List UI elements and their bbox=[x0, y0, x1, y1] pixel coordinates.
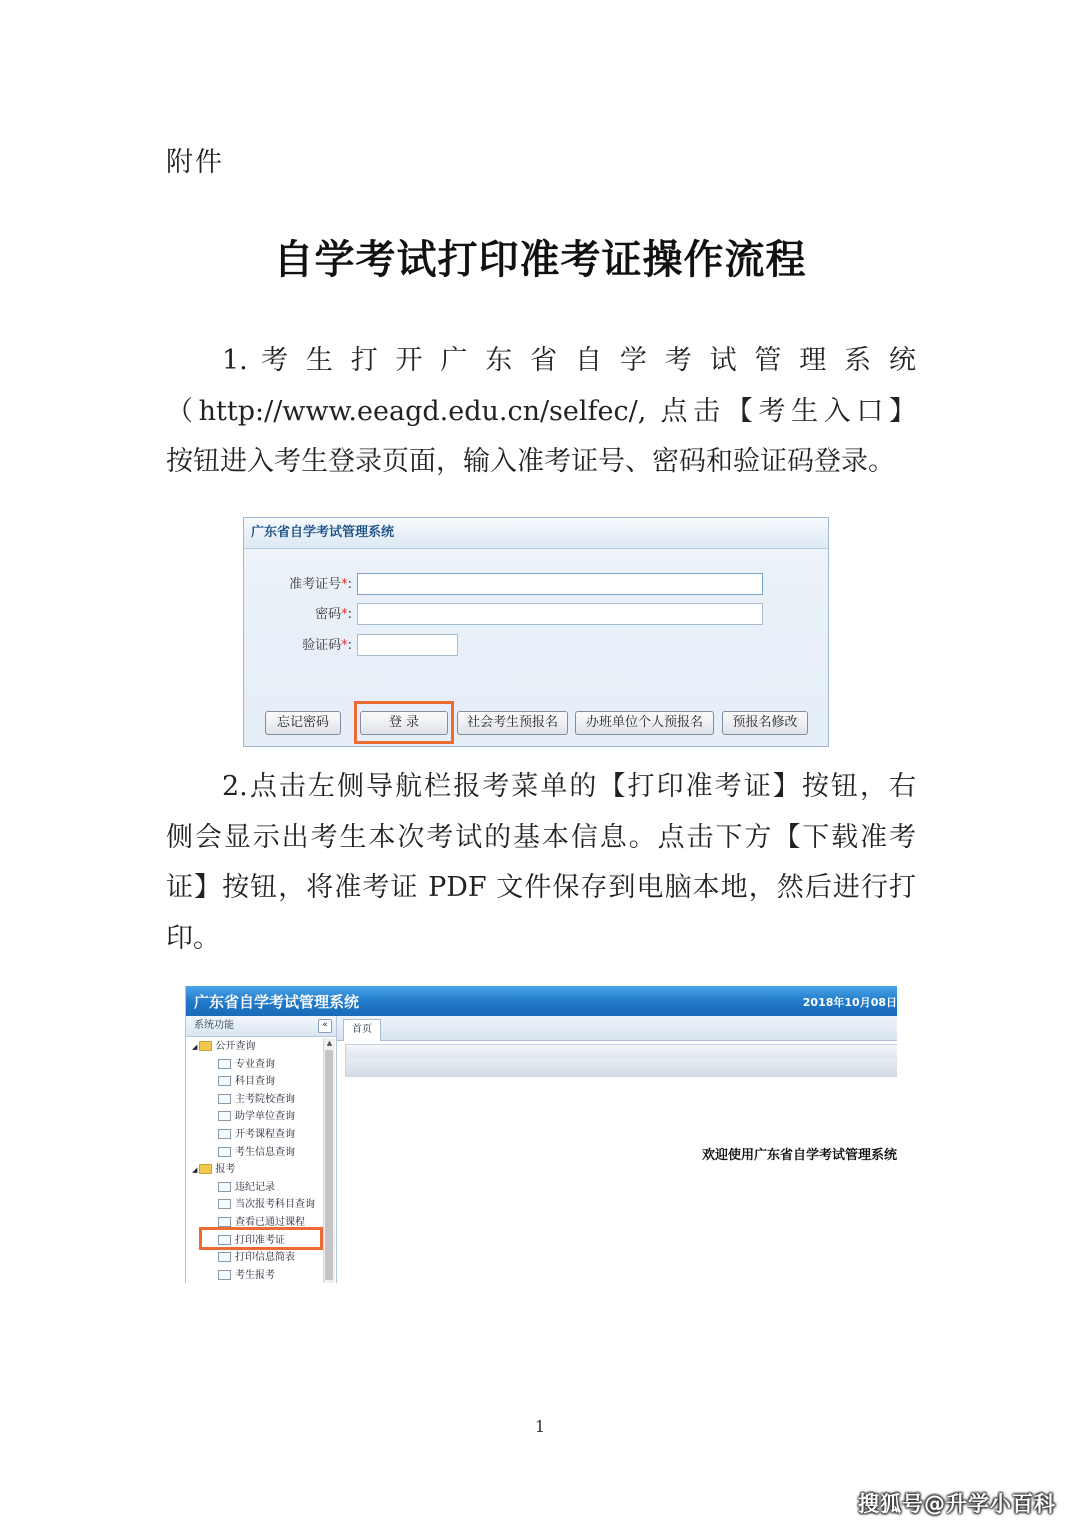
page-icon bbox=[218, 1199, 231, 1209]
sidebar-scrollbar[interactable] bbox=[323, 1038, 335, 1283]
step-2-line-4: 印。 bbox=[166, 922, 220, 954]
welcome-message: 欢迎使用广东省自学考试管理系统 bbox=[701, 1148, 897, 1163]
step-1-paragraph bbox=[166, 336, 916, 488]
captcha-row bbox=[244, 634, 830, 658]
nav-item-current-subjects[interactable]: 当次报考科目查询 bbox=[186, 1196, 322, 1214]
password-label: 密码*: bbox=[315, 607, 352, 622]
admission-number-input[interactable] bbox=[357, 573, 763, 595]
scrollbar-thumb[interactable] bbox=[325, 1050, 333, 1280]
forgot-password-button[interactable]: 忘记密码 bbox=[265, 711, 341, 735]
nav-item-print-info-summary[interactable]: 打印信息简表 bbox=[186, 1249, 322, 1267]
step-2-line-3: 证】按钮，将准考证 PDF 文件保存到电脑本地，然后进行打 bbox=[166, 872, 916, 903]
folder-icon bbox=[199, 1041, 212, 1051]
login-screenshot bbox=[243, 517, 829, 747]
tab-bar bbox=[337, 1016, 897, 1041]
page-icon bbox=[218, 1252, 231, 1262]
unit-preregister-button[interactable]: 办班单位个人预报名 bbox=[575, 711, 714, 735]
nav-item-course-query[interactable]: 开考课程查询 bbox=[186, 1126, 322, 1144]
nav-item-major-query[interactable]: 专业查询 bbox=[186, 1056, 322, 1074]
folder-icon bbox=[199, 1164, 212, 1174]
tab-home[interactable]: 首页 bbox=[343, 1019, 381, 1041]
expand-arrow-icon[interactable]: ◢ bbox=[192, 1043, 198, 1051]
nav-item-exam-registration[interactable]: 考生报考 bbox=[186, 1267, 322, 1283]
page-icon bbox=[218, 1111, 231, 1121]
document-title: 自学考试打印准考证操作流程 bbox=[273, 236, 807, 283]
nav-item-candidate-info-query[interactable]: 考生信息查询 bbox=[186, 1144, 322, 1162]
attachment-label: 附件 bbox=[166, 147, 224, 178]
step-2-line-2: 侧会显示出考生本次考试的基本信息。点击下方【下载准考 bbox=[166, 821, 916, 853]
step-1-line-2: （http://www.eeagd.edu.cn/selfec/, 点击【考生入口】 bbox=[166, 395, 916, 427]
sidebar-header: 系统功能 « bbox=[186, 1016, 336, 1037]
system-title-bar bbox=[186, 986, 897, 1016]
main-content bbox=[337, 1016, 897, 1283]
password-input[interactable] bbox=[357, 603, 763, 625]
page-icon bbox=[218, 1076, 231, 1086]
page-icon bbox=[218, 1094, 231, 1104]
login-button[interactable]: 登 录 bbox=[360, 711, 448, 735]
captcha-label: 验证码*: bbox=[302, 638, 352, 653]
scroll-up-icon[interactable]: ▲ bbox=[326, 1039, 333, 1047]
preregister-edit-button[interactable]: 预报名修改 bbox=[722, 711, 808, 735]
page-icon bbox=[218, 1217, 231, 1227]
nav-item-subject-query[interactable]: 科目查询 bbox=[186, 1073, 322, 1091]
login-panel-header: 广东省自学考试管理系统 bbox=[244, 518, 828, 549]
step-1-line-3: 按钮进入考生登录页面，输入准考证号、密码和验证码登录。 bbox=[166, 446, 895, 477]
nav-item-violation-records[interactable]: 违纪记录 bbox=[186, 1179, 322, 1197]
admission-number-label: 准考证号*: bbox=[289, 577, 352, 592]
password-row bbox=[244, 603, 830, 627]
collapse-icon[interactable]: « bbox=[318, 1019, 332, 1033]
captcha-input[interactable] bbox=[357, 634, 458, 656]
nav-item-print-admission-ticket[interactable]: 打印准考证 bbox=[186, 1232, 322, 1250]
page-icon bbox=[218, 1270, 231, 1280]
login-button-highlight bbox=[354, 701, 454, 744]
content-toolbar bbox=[345, 1044, 897, 1060]
admission-number-row bbox=[244, 573, 830, 597]
system-title: 广东省自学考试管理系统 bbox=[194, 993, 360, 1011]
expand-arrow-icon[interactable]: ◢ bbox=[192, 1166, 198, 1175]
step-2-line-1: 2.点击左侧导航栏报考菜单的【打印准考证】按钮，右 bbox=[222, 771, 916, 802]
public-preregister-button[interactable]: 社会考生预报名 bbox=[457, 711, 568, 735]
page-number: 1 bbox=[534, 1417, 546, 1436]
nav-group-public-query[interactable]: ◢ 公开查询 bbox=[192, 1041, 256, 1052]
page-icon bbox=[218, 1147, 231, 1157]
nav-item-passed-courses[interactable]: 查看已通过课程 bbox=[186, 1214, 322, 1232]
content-subbar bbox=[345, 1059, 897, 1077]
page-icon bbox=[218, 1182, 231, 1192]
nav-group-registration[interactable]: ◢ 报考 bbox=[192, 1164, 236, 1176]
print-ticket-highlight bbox=[199, 1227, 323, 1250]
page-icon bbox=[218, 1059, 231, 1069]
system-date: 2018年10月08日 bbox=[802, 996, 897, 1009]
step-2-paragraph bbox=[166, 762, 916, 964]
watermark: 搜狐号@升学小百科 bbox=[858, 1492, 1056, 1516]
page-icon bbox=[218, 1129, 231, 1139]
nav-item-assist-unit-query[interactable]: 助学单位查询 bbox=[186, 1108, 322, 1126]
nav-item-college-query[interactable]: 主考院校查询 bbox=[186, 1091, 322, 1109]
step-1-line-1: 1. 考 生 打 开 广 东 省 自 学 考 试 管 理 系 统 bbox=[222, 345, 916, 376]
